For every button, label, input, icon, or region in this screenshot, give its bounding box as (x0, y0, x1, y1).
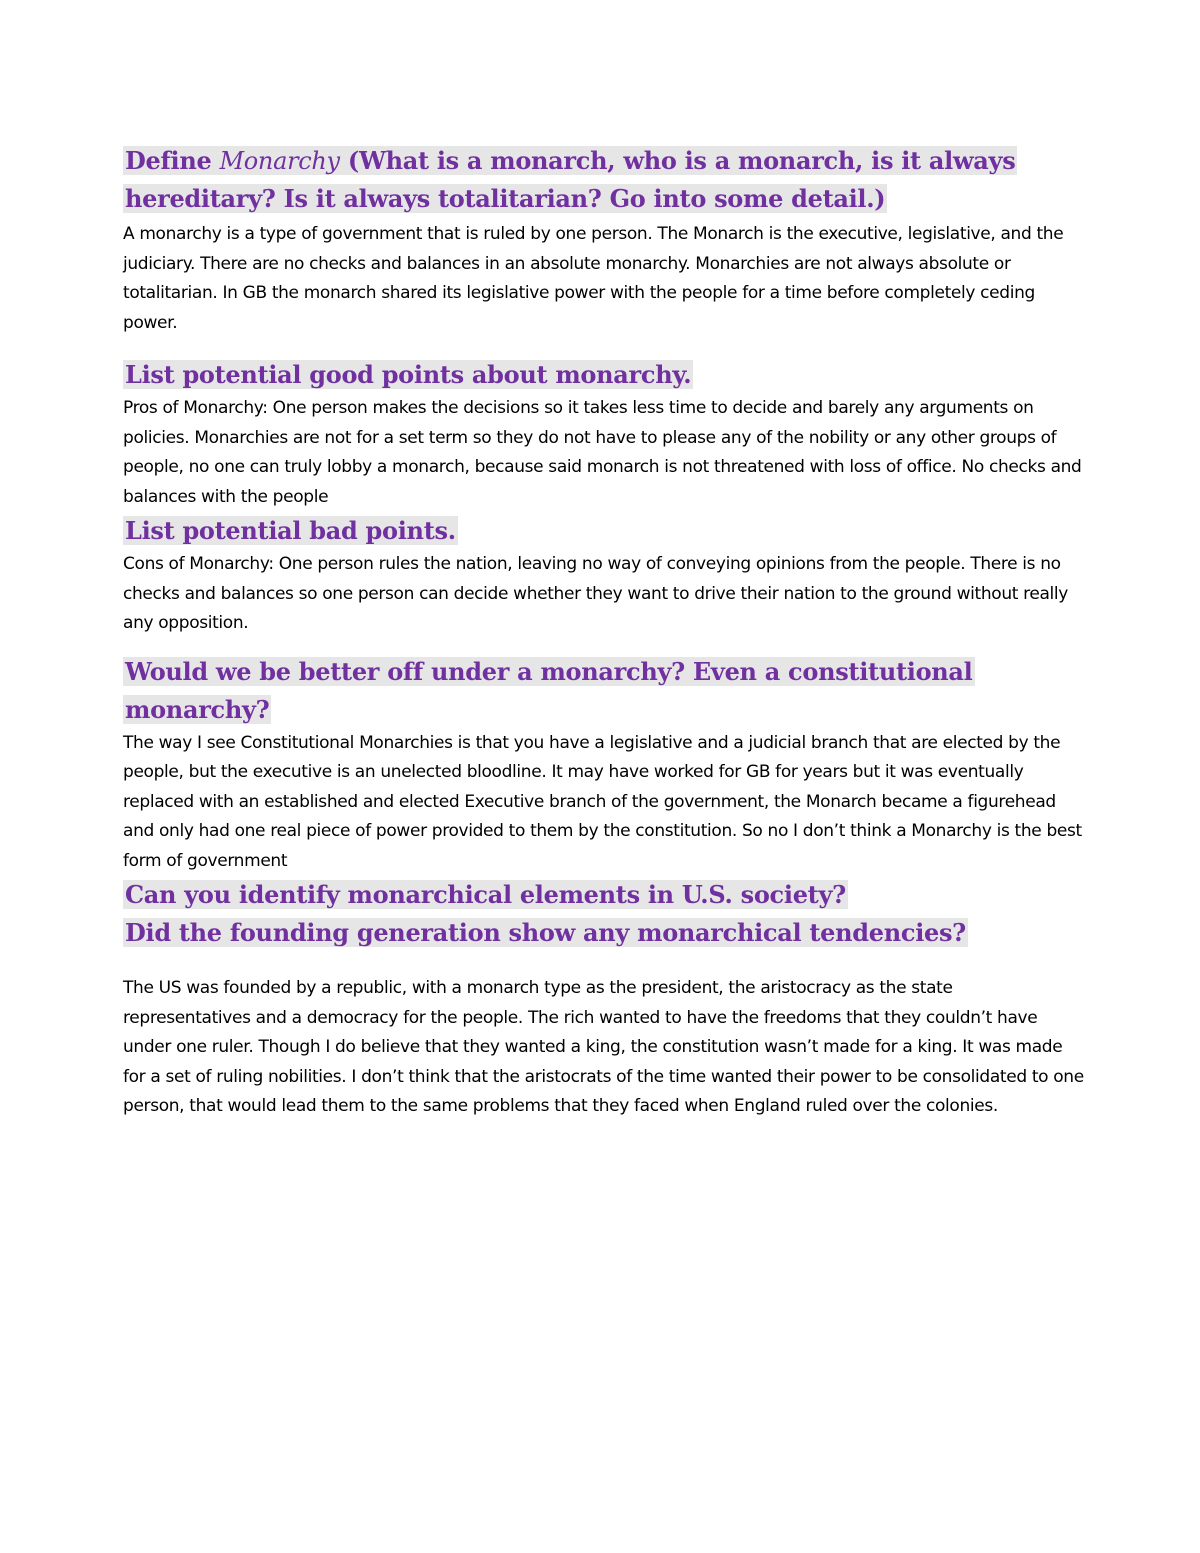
question-highlight: Did the founding generation show any monarchical tendencies? (125, 918, 966, 947)
question-highlight (123, 146, 1017, 213)
question-highlight: Can you identify monarchical elements in U.S. society? (125, 880, 846, 909)
question-bad-points (123, 512, 1085, 550)
document-content (123, 142, 1085, 1122)
question-good-points (123, 356, 1085, 394)
question-founding-generation (123, 914, 1085, 952)
question-us-monarchical-elements (123, 876, 1085, 914)
question-italic-term: Monarchy (219, 147, 340, 175)
question-better-off (123, 653, 1085, 729)
question-highlight: Would we be better off under a monarchy? Even a constitutional monarchy? (125, 656, 973, 724)
question-suffix: (What is a monarch, who is a monarch, is it always hereditary? Is it always totalitarian? Go into some detail.) (125, 146, 1016, 213)
answer-define-monarchy: A monarchy is a type of government that is ruled by one person. The Monarch is the executive, legislative, and the judiciary. There are no checks and balances in an absolute monarchy. Monarchies are not always absolute or totalitarian. In GB the monarch shared its legislative power with the people for a time before completely ceding power. (123, 224, 1064, 333)
question-define-monarchy (123, 142, 1085, 218)
answer-bad-points: Cons of Monarchy: One person rules the nation, leaving no way of conveying opinions from the people. There is no checks and balances so one person can decide whether they want to drive their nation to the ground without really any opposition. (123, 554, 1069, 633)
question-highlight: List potential good points about monarchy. (125, 360, 692, 389)
answer-founding-generation: The US was founded by a republic, with a monarch type as the president, the aristocracy as the state representatives and a democracy for the people. The rich wanted to have the freedoms that they couldn’t have under one ruler. Though I do believe that they wanted a king, the constitution wasn’t made for a king. It was made for a set of ruling nobilities. I don’t think that the aristocrats of the time wanted their power to be consolidated to one person, that would lead them to the same problems that they faced when England ruled over the colonies. (123, 978, 1084, 1116)
question-prefix: Define (125, 146, 220, 175)
answer-better-off: The way I see Constitutional Monarchies is that you have a legislative and a judicial branch that are elected by the people, but the executive is an unelected bloodline. It may have worked for GB for years but it was eventually replaced with an established and elected Executive branch of the government, the Monarch became a figurehead and only had one real piece of power provided to them by the constitution. So no I don’t think a Monarchy is the best form of government (123, 732, 1082, 871)
answer-good-points: Pros of Monarchy: One person makes the decisions so it takes less time to decide and barely any arguments on policies. Monarchies are not for a set term so they do not have to please any of the nobility or any other groups of people, no one can truly lobby a monarch, because said monarch is not threatened with loss of office. No checks and balances with the people (123, 398, 1082, 507)
question-highlight: List potential bad points. (125, 516, 456, 545)
